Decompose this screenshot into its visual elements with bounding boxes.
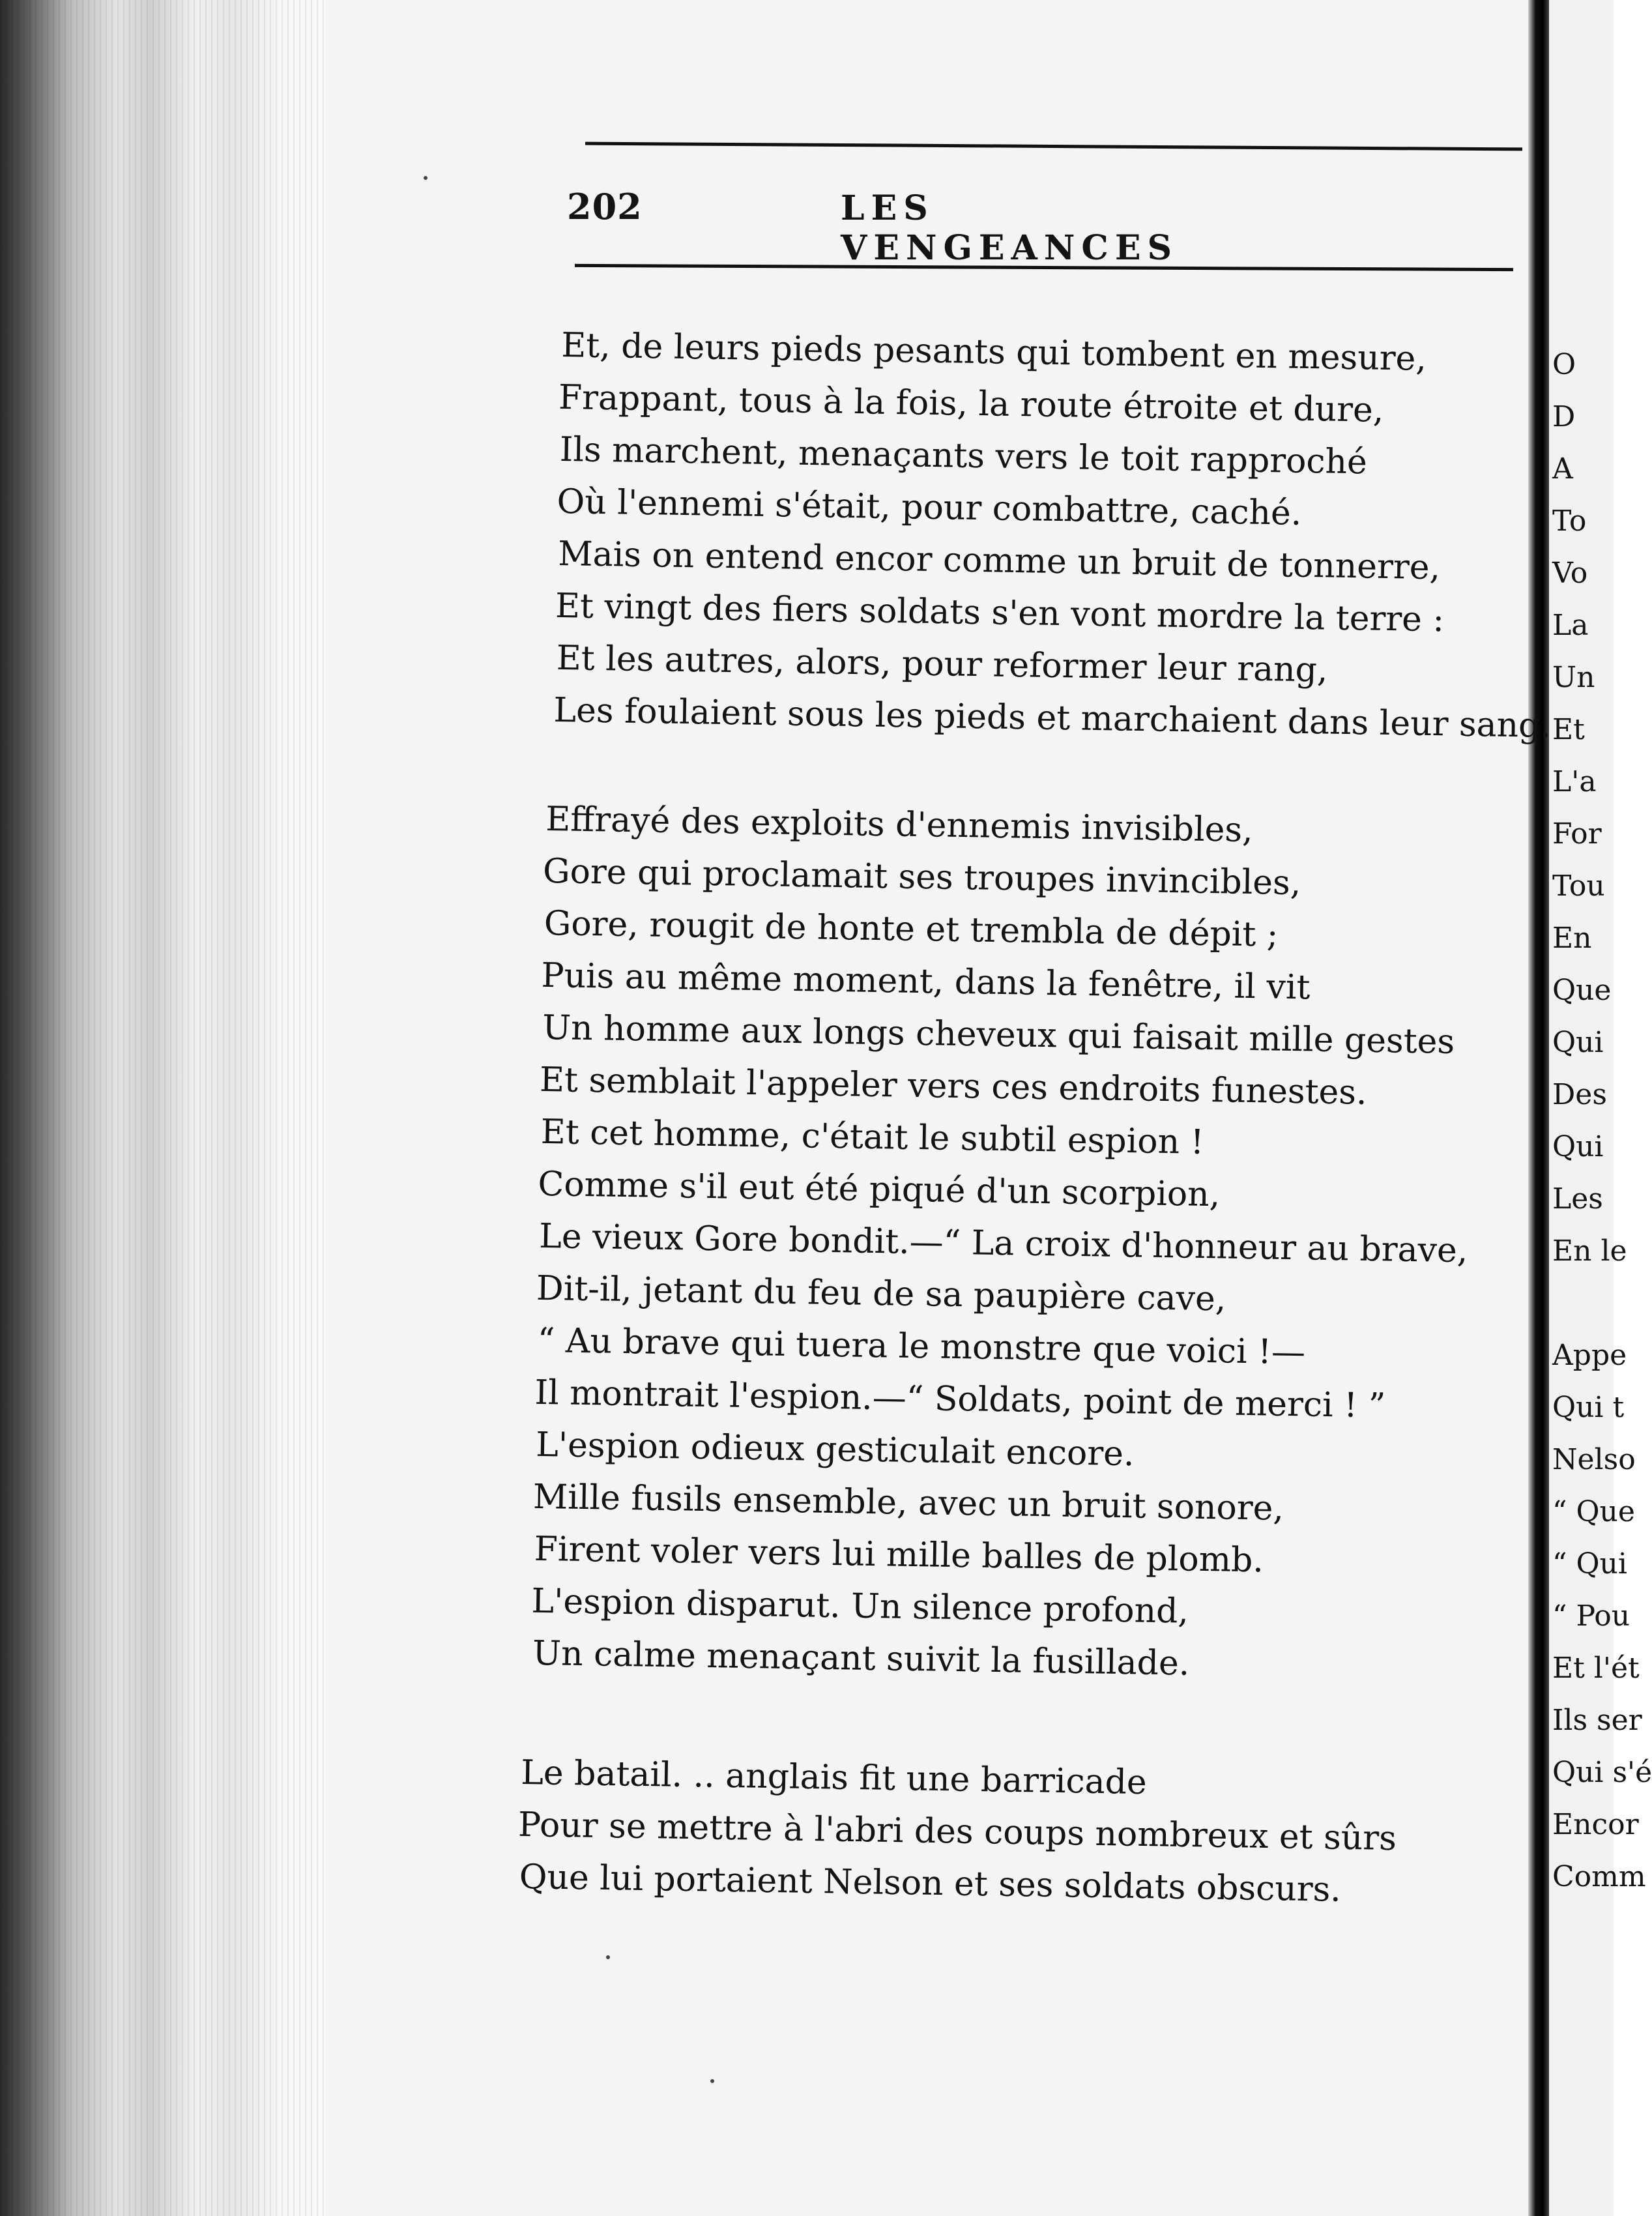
fragment: Ils ser xyxy=(1552,1704,1642,1737)
fragment: Comm xyxy=(1552,1860,1646,1893)
fragment: Nelso xyxy=(1552,1443,1636,1476)
fragment: En xyxy=(1552,922,1592,955)
verse-line: Il montrait l'espion.—“ Soldats, point de merci ! ” xyxy=(534,1373,1386,1426)
verse-line: Un homme aux longs cheveux qui faisait mille gestes xyxy=(542,1008,1455,1062)
verse-line: Firent voler vers lui mille balles de plomb. xyxy=(534,1529,1264,1581)
verse-line: Frappant, tous à la fois, la route étroite et dure, xyxy=(558,377,1384,430)
book-gutter xyxy=(1528,0,1549,2216)
facing-page-text xyxy=(1552,339,1652,1903)
fragment: O xyxy=(1552,348,1576,381)
fragment: D xyxy=(1552,400,1576,433)
verse-line: Que lui portaient Nelson et ses soldats obscurs. xyxy=(519,1857,1342,1910)
verse-line: Un calme menaçant suivit la fusillade. xyxy=(532,1633,1190,1684)
verse-line: Pour se mettre à l'abri des coups nombreux et sûrs xyxy=(517,1805,1397,1859)
page-number: 202 xyxy=(567,186,643,227)
fragment: To xyxy=(1552,504,1587,538)
verse-line: Mille fusils ensemble, avec un bruit sonore, xyxy=(532,1477,1284,1528)
verse-line: Les foulaient sous les pieds et marchaient dans leur sang. xyxy=(553,690,1552,746)
fragment: “ Qui xyxy=(1552,1547,1627,1581)
fragment: Qui s'é xyxy=(1552,1756,1652,1789)
verse-line: Dit-il, jetant du feu de sa paupière cave, xyxy=(536,1268,1226,1319)
verse-line: Gore, rougit de honte et trembla de dépit ; xyxy=(543,903,1279,955)
verse-line: Et vingt des fiers soldats s'en vont mordre la terre : xyxy=(555,586,1445,640)
running-title: LES VENGEANCES xyxy=(841,188,1179,268)
fragment: Qui xyxy=(1552,1026,1604,1059)
fragment xyxy=(1552,1277,1614,1330)
verse-line: Et, de leurs pieds pesants qui tombent en mesure, xyxy=(560,325,1427,379)
speck-mark xyxy=(710,2079,714,2083)
fragment: A xyxy=(1552,452,1573,486)
page-header xyxy=(567,186,1284,268)
verse-line: Mais on entend encor comme un bruit de tonnerre, xyxy=(557,534,1441,588)
speck-mark xyxy=(606,1955,610,1959)
fragment: Encor xyxy=(1552,1808,1639,1841)
stanza-1 xyxy=(555,319,1559,752)
stanza-3 xyxy=(519,1747,1399,1917)
verse-line: Puis au même moment, dans la fenêtre, il vit xyxy=(541,955,1311,1008)
verse-line: “ Au brave qui tuera le monstre que voici !— xyxy=(537,1320,1306,1373)
fragment: Des xyxy=(1552,1078,1607,1111)
verse-line: Et semblait l'appeler vers ces endroits funestes. xyxy=(539,1060,1367,1113)
verse-line: L'espion odieux gesticulait encore. xyxy=(535,1425,1135,1474)
verse-line: L'espion disparut. Un silence profond, xyxy=(531,1581,1189,1631)
fragment: Les xyxy=(1552,1182,1603,1216)
fragment: Qui t xyxy=(1552,1391,1625,1424)
fragment: Que xyxy=(1552,974,1612,1007)
fragment: Et xyxy=(1552,713,1585,746)
verse-line: Le vieux Gore bondit.—“ La croix d'honneur au brave, xyxy=(538,1216,1468,1271)
fragment: “ Que xyxy=(1552,1495,1635,1528)
fragment: Qui xyxy=(1552,1130,1604,1163)
speck-mark xyxy=(424,176,427,180)
fragment: Tou xyxy=(1552,869,1605,903)
fragment: Vo xyxy=(1552,557,1588,590)
verse-line: Et cet homme, c'était le subtil espion ! xyxy=(540,1112,1204,1162)
verse-line: Et les autres, alors, pour reformer leur rang, xyxy=(556,638,1328,690)
verse-line: Effrayé des exploits d'ennemis invisibles, xyxy=(545,799,1254,851)
verse-line: Le batail. .. anglais fit une barricade xyxy=(520,1753,1148,1803)
fragment: Appe xyxy=(1552,1339,1627,1372)
verse-line: Ils marchent, menaçants vers le toit rapproché xyxy=(559,430,1368,482)
verse-line: Comme s'il eut été piqué d'un scorpion, xyxy=(538,1164,1221,1215)
fragment: Un xyxy=(1552,661,1595,694)
fragment: La xyxy=(1552,609,1589,642)
fragment: L'a xyxy=(1552,765,1597,798)
fragment: “ Pou xyxy=(1552,1599,1630,1633)
stanza-2 xyxy=(532,793,1475,1694)
verse-line: Où l'ennemi s'était, pour combattre, caché. xyxy=(557,482,1302,533)
verse-line: Gore qui proclamait ses troupes invincibles, xyxy=(542,851,1301,903)
book-page-edges xyxy=(0,0,339,2216)
fragment: For xyxy=(1552,817,1602,851)
fragment: En le xyxy=(1552,1234,1627,1268)
fragment: Et l'ét xyxy=(1552,1652,1640,1685)
